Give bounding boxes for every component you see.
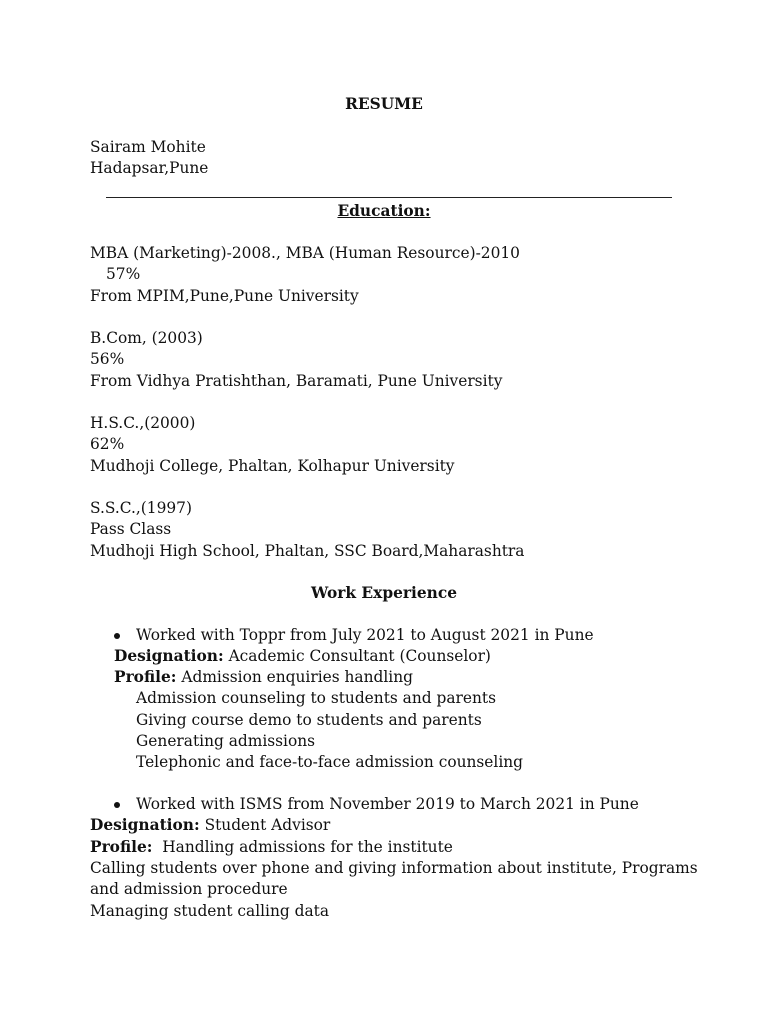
profile-label: Profile:: [90, 838, 153, 856]
job-summary-text: Worked with Toppr from July 2021 to August 2021 in Pune: [136, 626, 594, 644]
candidate-address: Hadapsar,Pune: [90, 159, 209, 177]
candidate-name: Sairam Mohite: [90, 138, 206, 156]
work-experience-heading: Work Experience: [311, 584, 457, 602]
education-institution: From Vidhya Pratishthan, Baramati, Pune University: [90, 372, 503, 390]
document-title: RESUME: [345, 95, 423, 113]
job-designation: [114, 646, 491, 667]
designation-value: Academic Consultant (Counselor): [223, 647, 491, 665]
profile-label: Profile:: [114, 668, 177, 686]
education-score: 56%: [90, 350, 125, 368]
education-score: Pass Class: [90, 520, 172, 538]
job-summary-text: Worked with ISMS from November 2019 to March 2021 in Pune: [136, 795, 639, 813]
bullet-icon: [114, 633, 120, 639]
job-profile: [90, 837, 453, 858]
education-institution: Mudhoji College, Phaltan, Kolhapur University: [90, 457, 455, 475]
designation-label: Designation:: [90, 816, 200, 834]
profile-value: Admission enquiries handling: [176, 668, 413, 686]
job-duty: Giving course demo to students and parents: [136, 711, 482, 729]
job-duty: Calling students over phone and giving information about institute, Programs: [90, 859, 698, 877]
job-duty: Admission counseling to students and parents: [136, 689, 496, 707]
education-heading: Education:: [337, 202, 431, 220]
education-institution: Mudhoji High School, Phaltan, SSC Board,Maharashtra: [90, 542, 525, 560]
education-degree: S.S.C.,(1997): [90, 499, 192, 517]
designation-label: Designation:: [114, 647, 224, 665]
education-score: 57%: [106, 265, 141, 283]
education-degree: H.S.C.,(2000): [90, 414, 196, 432]
education-institution: From MPIM,Pune,Pune University: [90, 287, 359, 305]
profile-value: Handling admissions for the institute: [152, 838, 453, 856]
horizontal-rule: [106, 197, 672, 198]
job-duty: Generating admissions: [136, 732, 316, 750]
education-degree: MBA (Marketing)-2008., MBA (Human Resource)-2010: [90, 244, 520, 262]
education-score: 62%: [90, 435, 125, 453]
job-duty: Telephonic and face-to-face admission counseling: [136, 753, 524, 771]
job-duty: Managing student calling data: [90, 902, 330, 920]
bullet-icon: [114, 802, 120, 808]
job-duty: and admission procedure: [90, 880, 288, 898]
job-designation: [90, 815, 330, 836]
job-profile: [114, 667, 413, 688]
designation-value: Student Advisor: [199, 816, 331, 834]
education-degree: B.Com, (2003): [90, 329, 203, 347]
